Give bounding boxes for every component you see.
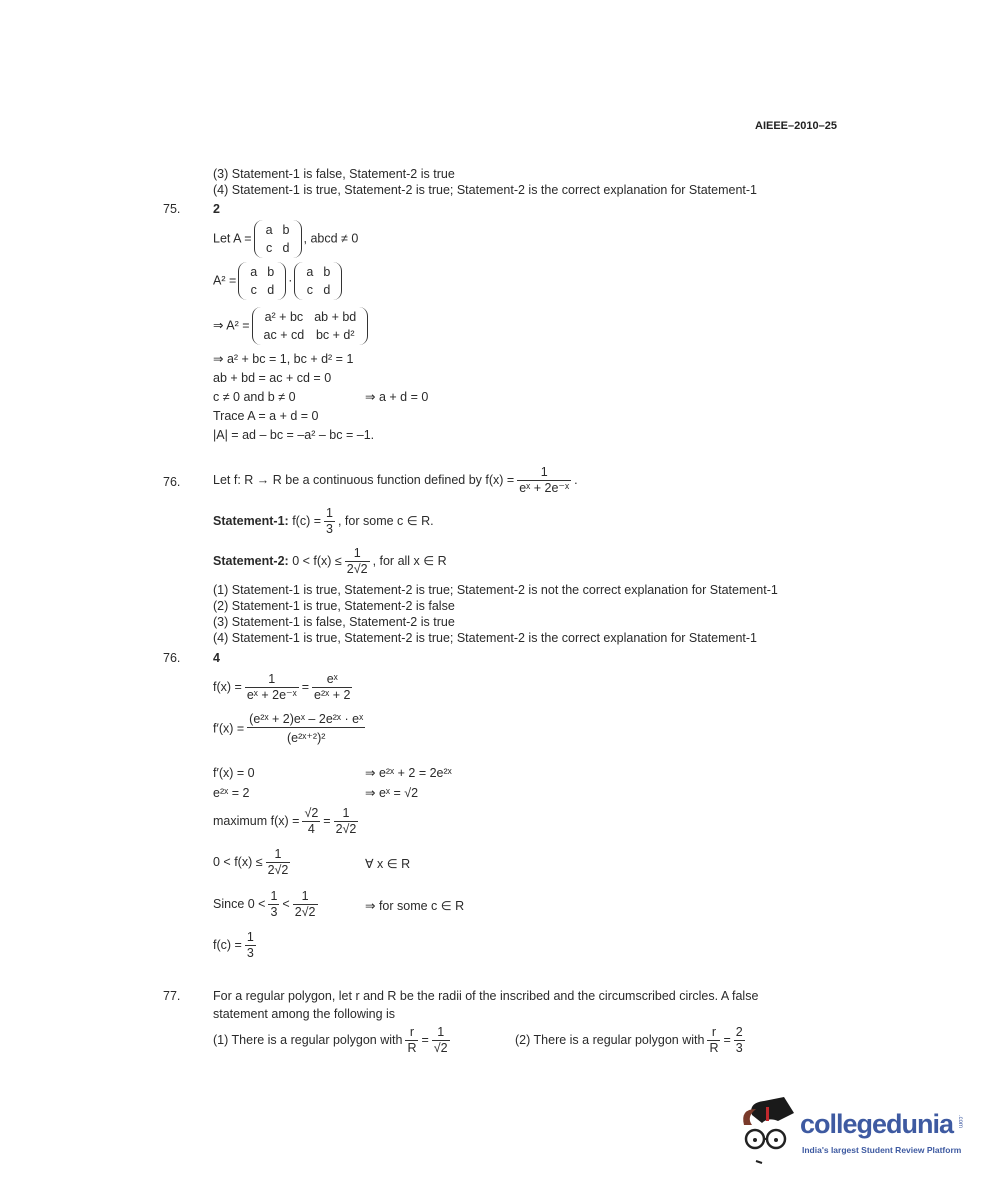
question-number: 77. — [163, 989, 181, 1003]
statement-2: Statement-2: 0 < f(x) ≤ $\frac{1}{2√2}$ , for all x ∈ R — [213, 546, 447, 576]
solution-line: c ≠ 0 and b ≠ 0 — [213, 390, 296, 404]
solution-line: ⇒ eˣ = √2 — [365, 786, 419, 800]
solution-line: A² = a b c d · a b c d — [213, 262, 344, 300]
logo-tagline: India's largest Student Review Platform — [802, 1145, 962, 1155]
answer: 2 — [213, 202, 220, 216]
solution-line: |A| = ad – bc = –a² – bc = –1. — [213, 428, 375, 442]
solution-line: ⇒ A² = a² + bc ab + bd ac + cd bc + d² — [213, 307, 370, 345]
solution-line: ⇒ for some c ∈ R — [365, 899, 465, 913]
solution-line: Trace A = a + d = 0 — [213, 409, 319, 423]
statement-1: Statement-1: f(c) = $\frac{1}{3}$ , for some c ∈ R. — [213, 506, 434, 536]
logo-com: .com — [957, 1115, 964, 1129]
question-number: 76. — [163, 651, 181, 665]
logo-wordmark-row — [800, 1107, 963, 1141]
solution-line: Since 0 < $\frac{1}{3}$ < $\frac{1}{2√2}$ — [213, 889, 316, 919]
solution-line: ab + bd = ac + cd = 0 — [213, 371, 332, 385]
solution-line: e²ˣ = 2 — [213, 786, 250, 800]
option-4: (4) Statement-1 is true, Statement-2 is true; Statement-2 is the correct explanation for Statement-1 — [213, 631, 758, 645]
question-text: statement among the following is — [213, 1007, 396, 1021]
answer: 4 — [213, 651, 220, 665]
solution-line: ⇒ a + d = 0 — [365, 390, 429, 404]
page-header-code: AIEEE–2010–25 — [755, 120, 837, 132]
solution-line: f′(x) = $\frac{\text{(e²ˣ + 2)eˣ – 2e²ˣ · eˣ}}{\text{(e²ˣ⁺²)²}}$ — [213, 712, 364, 745]
solution-line: ⇒ a² + bc = 1, bc + d² = 1 — [213, 352, 354, 366]
question-number: 75. — [163, 202, 181, 216]
solution-line: Let A = a b c d , abcd ≠ 0 — [213, 220, 358, 258]
mascot-icon — [738, 1095, 800, 1170]
question-text: Let f: R → R be a continuous function defined by f(x) = $\frac{1}{\text{eˣ + 2e⁻ˣ}}$ . — [213, 465, 578, 495]
logo-wordmark: collegedunia — [800, 1109, 954, 1139]
solution-line: f(x) = $\frac{1}{\text{eˣ + 2e⁻ˣ}}$ = $\frac{\text{eˣ}}{\text{e²ˣ + 2}}$ — [213, 672, 351, 702]
solution-line: f′(x) = 0 — [213, 766, 255, 780]
solution-line: ∀ x ∈ R — [365, 857, 411, 871]
question-text: For a regular polygon, let r and R be the radii of the inscribed and the circumscribed circles. A false — [213, 989, 759, 1003]
option-3: (3) Statement-1 is false, Statement-2 is true — [213, 167, 455, 181]
option-1: (1) Statement-1 is true, Statement-2 is true; Statement-2 is not the correct explanation for Statement-1 — [213, 583, 778, 597]
option-4: (4) Statement-1 is true, Statement-2 is true; Statement-2 is the correct explanation for Statement-1 — [213, 183, 758, 197]
solution-line: ⇒ e²ˣ + 2 = 2e²ˣ — [365, 766, 452, 780]
solution-line: 0 < f(x) ≤ $\frac{1}{2√2}$ — [213, 847, 289, 877]
option-1: (1) There is a regular polygon with $\frac{r}{R}$ = $\frac{1}{√2}$ — [213, 1025, 448, 1055]
option-2: (2) Statement-1 is true, Statement-2 is false — [213, 599, 455, 613]
question-number: 76. — [163, 475, 181, 489]
option-2: (2) There is a regular polygon with $\frac{r}{R}$ = $\frac{2}{3}$ — [515, 1025, 743, 1055]
option-3: (3) Statement-1 is false, Statement-2 is true — [213, 615, 455, 629]
solution-line: maximum f(x) = $\frac{√2}{4}$ = $\frac{1}{2√2}$ — [213, 806, 357, 836]
collegedunia-logo — [738, 1095, 998, 1170]
solution-line: f(c) = $\frac{1}{3}$ — [213, 930, 254, 960]
